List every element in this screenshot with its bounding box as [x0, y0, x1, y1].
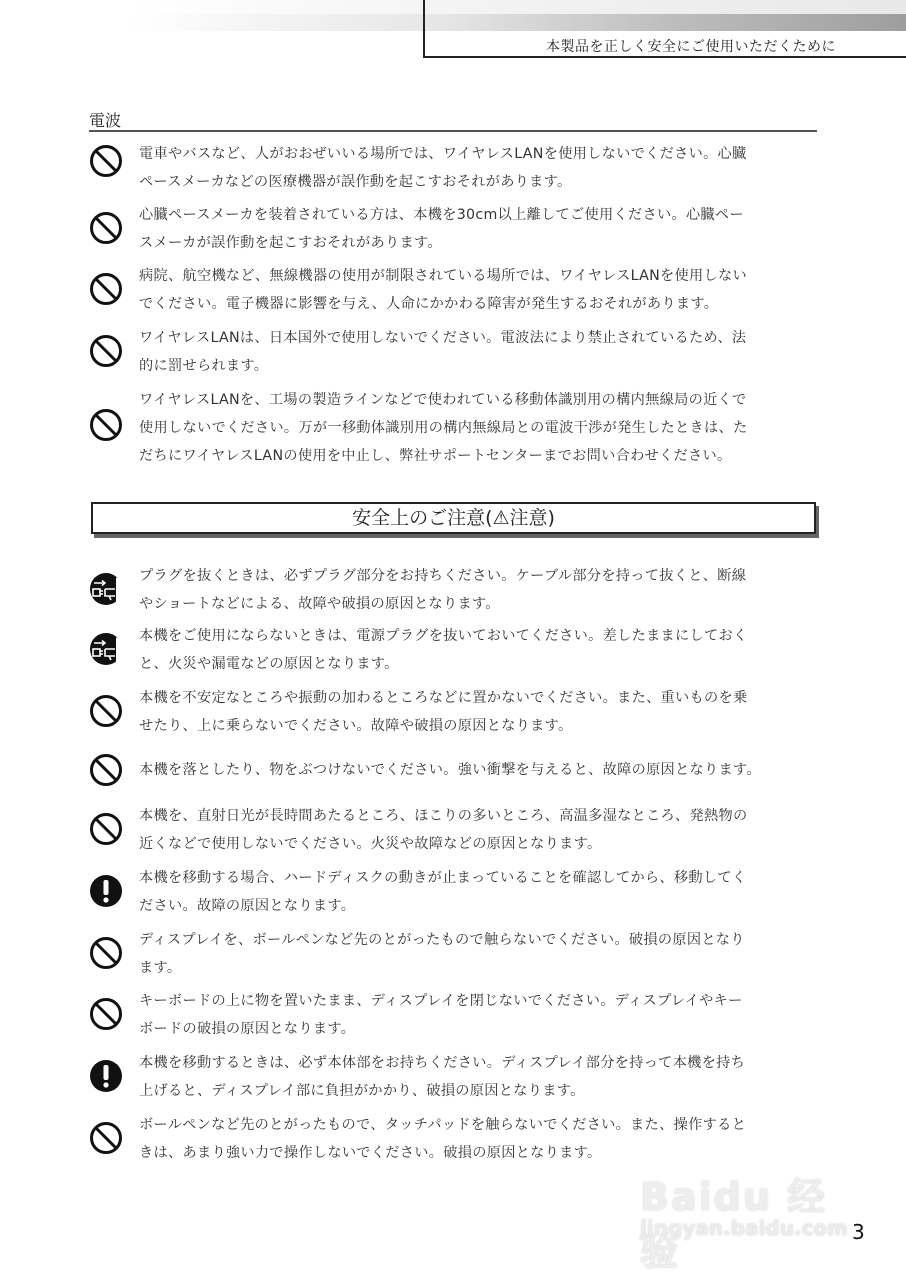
item-text-line: きは、あまり強い力で操作しないでください。破損の原因となります。	[139, 1145, 602, 1161]
unplug-icon	[89, 632, 123, 666]
item-text-line: 心臓ペースメーカを装着されている方は、本機を30cm以上離してご使用ください。心臓ペー	[139, 207, 744, 223]
item-text-line: ペースメーカなどの医療機器が誤作動を起こすおそれがあります。	[139, 174, 572, 190]
item-text-line: 病院、航空機など、無線機器の使用が制限されている場所では、ワイヤレスLANを使用しない	[139, 268, 747, 284]
item-text-line: ワイヤレスLANは、日本国外で使用しないでください。電波法により禁止されているため、法	[139, 330, 747, 346]
item-text-line: だちにワイヤレスLANの使用を中止し、弊社サポートセンターまでお問い合わせください。	[139, 448, 732, 464]
prohibition-icon	[89, 997, 123, 1031]
prohibition-icon	[89, 694, 123, 728]
item-text-line: 本機を、直射日光が長時間あたるところ、ほこりの多いところ、高温多湿なところ、発熱物の	[139, 808, 748, 824]
item-text-line: ださい。故障の原因となります。	[139, 898, 356, 914]
mandatory-icon	[89, 1059, 123, 1093]
item-text-line: 本機を移動する場合、ハードディスクの動きが止まっていることを確認してから、移動してく	[139, 870, 747, 886]
item-text-line: ボールペンなど先のとがったもので、タッチパッドを触らないでください。また、操作すると	[139, 1117, 747, 1133]
prohibition-icon	[89, 936, 123, 970]
page-number: 3	[852, 1220, 865, 1244]
item-text-line: 本機をご使用にならないときは、電源プラグを抜いておいてください。差したままにしておく	[139, 628, 748, 644]
item-text-line: 本機を不安定なところや振動の加わるところなどに置かないでください。また、重いものを乗	[139, 690, 748, 706]
caution-section-banner: 安全上のご注意(⚠注意)	[91, 502, 816, 534]
unplug-icon	[89, 572, 123, 606]
prohibition-icon	[89, 812, 123, 846]
section-heading-radio: 電波	[89, 108, 817, 132]
item-text-line: 本機を移動するときは、必ず本体部をお持ちください。ディスプレイ部分を持って本機を持ち	[139, 1055, 746, 1071]
mandatory-icon	[89, 874, 123, 908]
item-text-line: 使用しないでください。万が一移動体識別用の構内無線局との電波干渉が発生したときは、た	[139, 420, 748, 436]
item-text-line: やショートなどによる、故障や破損の原因となります。	[139, 596, 500, 612]
item-text-line: 的に罰せられます。	[139, 358, 269, 374]
prohibition-icon	[89, 753, 123, 787]
prohibition-icon	[89, 211, 123, 245]
watermark	[640, 1148, 860, 1274]
watermark-url: jingyan.baidu.com	[640, 1216, 848, 1240]
item-text-line: ディスプレイを、ボールペンなど先のとがったもので触らないでください。破損の原因となり	[139, 932, 745, 948]
prohibition-icon	[89, 272, 123, 306]
watermark-logo-text: Baidu 经验	[640, 1175, 828, 1274]
prohibition-icon	[89, 408, 123, 442]
item-text-line: ます。	[139, 960, 182, 976]
item-text-line: 本機を落としたり、物をぶつけないでください。強い衝撃を与えると、故障の原因となります。	[139, 762, 761, 778]
item-text-line: ワイヤレスLANを、工場の製造ラインなどで使われている移動体識別用の構内無線局の近くで	[139, 392, 747, 408]
item-text-line: と、火災や漏電などの原因となります。	[139, 656, 399, 672]
item-text-line: 近くなどで使用しないでください。火災や故障などの原因となります。	[139, 836, 602, 852]
prohibition-icon	[89, 1121, 123, 1155]
item-text-line: せたり、上に乗らないでください。故障や破損の原因となります。	[139, 718, 573, 734]
item-text-line: スメーカが誤作動を起こすおそれがあります。	[139, 235, 442, 251]
item-text-line: プラグを抜くときは、必ずプラグ部分をお持ちください。ケーブル部分を持って抜くと、断線	[139, 568, 747, 584]
item-text-line: ボードの破損の原因となります。	[139, 1021, 356, 1037]
item-text-line: 電車やバスなど、人がおおぜいいる場所では、ワイヤレスLANを使用しないでください。心臓	[139, 146, 747, 162]
item-text-line: キーボードの上に物を置いたまま、ディスプレイを閉じないでください。ディスプレイやキー	[139, 993, 743, 1009]
prohibition-icon	[89, 144, 123, 178]
item-text-line: でください。電子機器に影響を与え、人命にかかわる障害が発生するおそれがあります。	[139, 296, 719, 312]
prohibition-icon	[89, 334, 123, 368]
header-title: 本製品を正しく安全にご使用いただくために	[546, 39, 836, 55]
item-text-line: 上げると、ディスプレイ部に負担がかかり、破損の原因となります。	[139, 1083, 585, 1099]
